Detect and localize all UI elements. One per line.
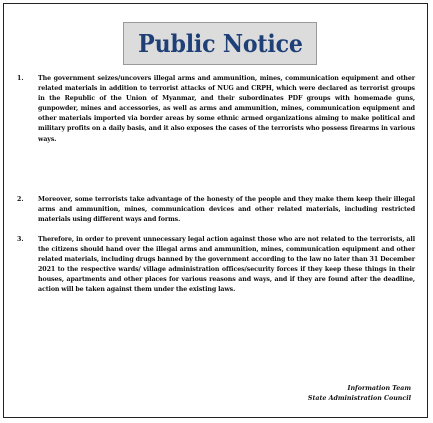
notice-item [17,195,415,235]
notice-title: Public Notice [137,28,303,58]
item-text: The government seizes/uncovers illegal arms and ammunition, mines, communication equipment and other related materials in addition to terrorist attacks of NUG and CRPH, which were declared as terrorist groups in the Republic of the Union of Myanmar, and their subordinates PDF groups with homemade guns, gunpowder, mines and accessories, as well as arms and ammunition, mines, communication equipment and other materials imported via border areas by some ethnic armed organizations aiming to make political and military profits on a daily basis, and it also exposes the cases of the terrorists who possess firearms in various ways. [38,75,415,143]
signature-council: State Administration Council [307,395,411,402]
notice-body [17,74,415,341]
item-number: 3. [17,236,24,243]
notice-item [17,74,415,195]
signature-block [308,384,411,404]
notice-item [17,235,415,341]
signature-team: Information Team [347,385,411,392]
item-number: 2. [17,196,24,203]
title-box [123,22,317,65]
item-text: Moreover, some terrorists take advantage of the honesty of the people and they make them keep their illegal arms and ammunition, mines, communication devices and other related materials, including restricted materials using different ways and forms. [38,196,415,224]
item-text: Therefore, in order to prevent unnecessary legal action against those who are not related to the terrorists, all the citizens should hand over the illegal arms and ammunition, mines, communication equipment and other related materials, including drugs banned by the government according to the law no later than 31 December 2021 to the respective wards/ village administration offices/security forces if they keep these things in their houses, apartments and other places for various reasons and ways, and if they are found after the deadline, action will be taken against them under the existing laws. [38,236,415,294]
item-number: 1. [17,75,24,82]
